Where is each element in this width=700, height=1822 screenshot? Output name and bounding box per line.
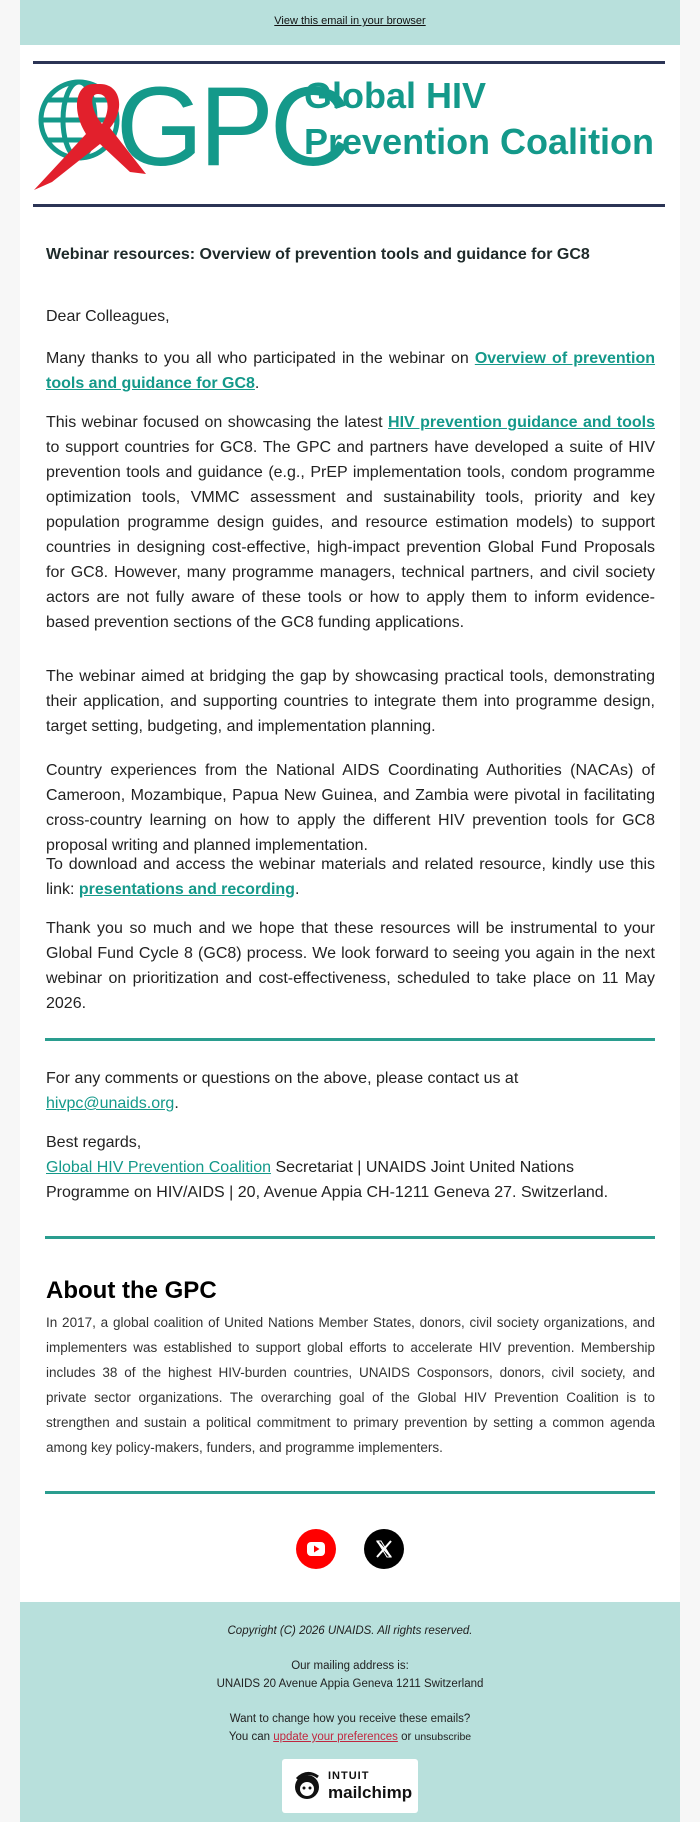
hiv-prevention-tools-link[interactable]: HIV prevention guidance and tools <box>388 414 656 431</box>
mailing-label: Our mailing address is: <box>291 1660 409 1672</box>
unsubscribe-link[interactable]: unsubscribe <box>414 1731 472 1743</box>
logo-line2: Prevention Coalition <box>304 121 655 162</box>
x-icon <box>364 1529 404 1569</box>
paragraph-thanks <box>46 346 655 396</box>
contact-paragraph <box>46 1066 655 1116</box>
paragraph-focus <box>46 410 655 635</box>
header-divider-bottom <box>33 204 665 207</box>
youtube-icon <box>296 1529 336 1569</box>
gpc-website-link[interactable]: Global HIV Prevention Coalition <box>46 1159 272 1176</box>
mailchimp-freddie-icon <box>292 1769 322 1803</box>
text: . <box>174 1095 179 1112</box>
text: You can <box>228 1731 274 1743</box>
email-link[interactable]: hivpc@unaids.org <box>46 1095 175 1112</box>
text: Many thanks to you all who participated in the webinar on <box>46 350 475 367</box>
youtube-link[interactable] <box>296 1529 336 1569</box>
text: or <box>397 1731 415 1743</box>
badge-bottom-text: mailchimp <box>328 1783 413 1802</box>
mailchimp-badge[interactable] <box>282 1759 418 1813</box>
preferences-line <box>20 1731 680 1743</box>
footer <box>20 1602 680 1822</box>
greeting: Dear Colleagues, <box>46 308 170 325</box>
logo-mark: GPC <box>116 64 347 189</box>
update-preferences-link[interactable]: update your preferences <box>273 1731 398 1743</box>
webinar-overview-link[interactable]: Overview of prevention tools and guidance for GC8 <box>46 350 656 392</box>
email-container <box>20 0 680 1822</box>
paragraph-download <box>46 852 655 902</box>
paragraph-aim: The webinar aimed at bridging the gap by showcasing practical tools, demonstrating their application, and supporting countries to integrate them into programme design, target setting, budgeting, and implementation planning. <box>46 668 655 735</box>
mailing-address: UNAIDS 20 Avenue Appia Geneva 1211 Switzerland <box>216 1678 484 1690</box>
section-divider <box>45 1491 655 1494</box>
text: For any comments or questions on the above, please contact us at <box>46 1070 519 1087</box>
change-prompt: Want to change how you receive these emails? <box>229 1713 471 1725</box>
paragraph-country: Country experiences from the National AIDS Coordinating Authorities (NACAs) of Cameroon, Mozambique, Papua New Guinea, and Zambia were pivotal in facilitating cross-country learning on how to apply the different HIV prevention tools for GC8 proposal writing and planned implementation. <box>46 762 655 854</box>
logo-line1: Global HIV <box>304 75 487 116</box>
paragraph-thankyou: Thank you so much and we hope that these resources will be instrumental to your Global Fund Cycle 8 (GC8) process. We look forward to seeing you again in the next webinar on prioritization and cost-effectiveness, scheduled to take place on 11 May 2026. <box>46 920 655 1012</box>
text: to support countries for GC8. The GPC and partners have developed a suite of HIV prevention tools and guidance (e.g., PrEP implementation tools, condom programme optimization tools, VMMC assessment and sustainability tools, priority and key population programme design guides, and resource estimation models) to support countries in designing cost-effective, high-impact prevention Global Fund Proposals for GC8. However, many programme managers, technical partners, and civil society actors are not fully aware of these tools or how to apply them to inform evidence-based prevention sections of the GC8 funding applications. <box>46 439 655 631</box>
text: To download and access the webinar materials and related resource, kindly use this link: <box>46 856 655 898</box>
text: Best regards, <box>46 1134 142 1151</box>
copyright: Copyright (C) 2026 UNAIDS. All rights reserved. <box>227 1625 473 1637</box>
signature <box>46 1130 655 1205</box>
about-heading: About the GPC <box>46 1277 217 1304</box>
section-divider <box>45 1236 655 1239</box>
presentations-recording-link[interactable]: presentations and recording <box>78 881 295 898</box>
text: This webinar focused on showcasing the latest <box>46 414 389 431</box>
x-link[interactable] <box>364 1529 404 1569</box>
view-in-browser-link[interactable]: View this email in your browser <box>274 15 426 27</box>
text: Secretariat | UNAIDS Joint United Nations Programme on HIV/AIDS | 20, Avenue Appia CH-1211 Geneva 27. Switzerland. <box>46 1159 609 1201</box>
preheader-band <box>20 0 680 45</box>
section-divider <box>45 1038 655 1041</box>
gpc-logo <box>34 64 674 197</box>
text: . <box>294 881 300 898</box>
text: . <box>254 375 260 392</box>
badge-top-text: INTUIT <box>328 1770 370 1782</box>
email-title: Webinar resources: Overview of prevention tools and guidance for GC8 <box>46 246 590 263</box>
about-paragraph: In 2017, a global coalition of United Nations Member States, donors, civil society organizations, and implementers was established to support global efforts to accelerate HIV prevention. Membership includes 38 of the highest HIV-burden countries, UNAIDS Cosponsors, donors, civil society, and private sector organizations. The overarching goal of the Global HIV Prevention Coalition is to strengthen and sustain a political commitment to primary prevention by setting a common agenda among key policy-makers, funders, and programme implementers. <box>46 1315 655 1455</box>
